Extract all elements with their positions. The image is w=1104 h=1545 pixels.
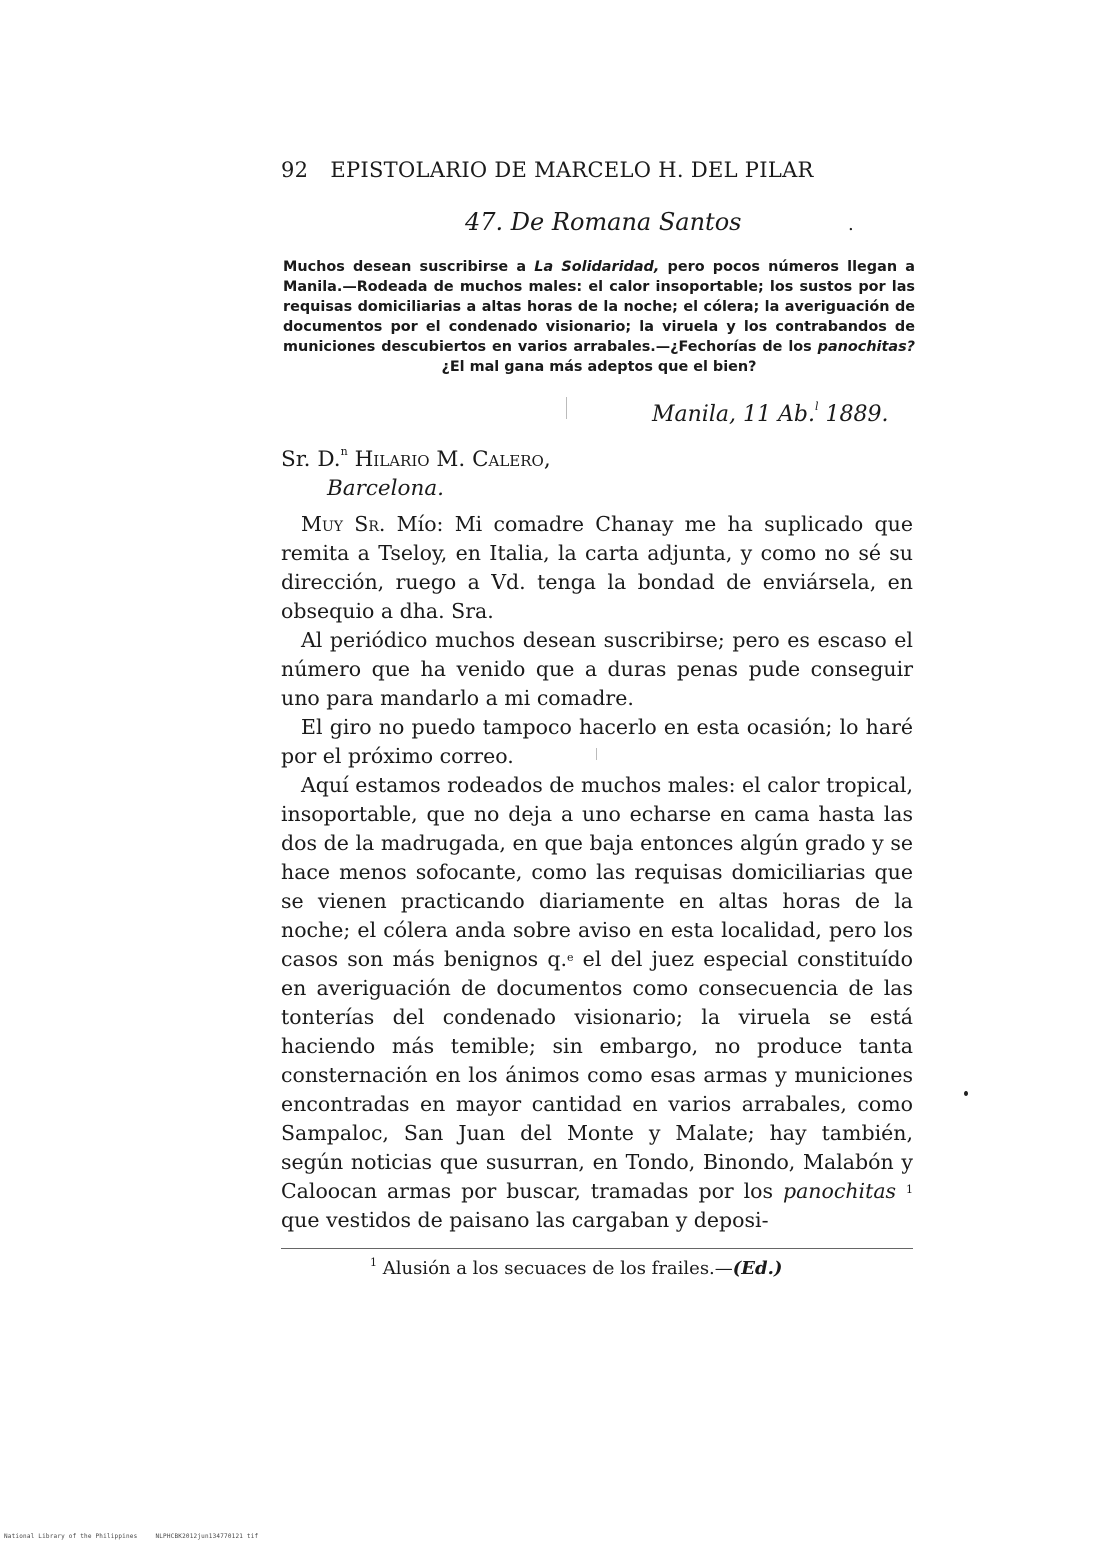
footnote-text: Alusión a los secuaces de los frailes.— — [377, 1258, 733, 1279]
recipient-superscript: n — [340, 445, 348, 458]
running-head — [281, 158, 841, 182]
dateline-superscript: l — [814, 400, 819, 413]
footnote-rule — [281, 1248, 913, 1249]
footnote-marker: 1 — [370, 1256, 377, 1269]
recipient-city: Barcelona. — [327, 476, 444, 501]
summary-part: Muchos desean suscribirse a — [283, 259, 535, 275]
scan-speck — [964, 1091, 968, 1096]
abbrev-superscript: e — [566, 951, 574, 964]
paragraph-text: Mío: Mi comadre Chanay me ha suplicado que remita a Tseloy, en Italia, la carta adjunta, y como no sé su dirección, ruego a Vd. tenga la bondad de enviársela, en obsequio a dha. Sra. — [281, 512, 913, 623]
recipient — [281, 447, 551, 472]
scan-file-id: NLPHCBK2012jun134770121 tif — [155, 1533, 259, 1540]
letter-title: 47. De Romana Santos — [465, 208, 742, 236]
paragraph-text: Aquí estamos rodeados de muchos males: el calor tropical, insoportable, que no deja a uno echarse en cama hasta las dos de la madrugada, en que baja entonces algún grado y se hace menos sofocante, como las requisas domiciliarias que se vienen practicando diariamente en altas horas de la noche; el cólera anda sobre aviso en esta localidad, pero los casos son más benignos q. — [281, 773, 913, 971]
paragraph — [281, 510, 913, 626]
dateline — [652, 402, 888, 427]
summary-part: ¿El mal gana más adeptos que el bien? — [441, 359, 757, 375]
dateline-place-date: Manila, 11 Ab. — [652, 402, 815, 427]
stray-mark: . — [848, 214, 854, 235]
letter-summary — [283, 257, 915, 377]
footnote — [370, 1258, 782, 1279]
paragraph — [281, 771, 913, 1235]
scan-footer — [4, 1533, 258, 1540]
summary-part: pero pocos números llegan a Manila.—Rodeada de muchos males: el calor insoportable; los sustos por las requisas domiciliarias a altas horas de la noche; el cólera; la averiguación de documentos por el condenado visionario; la viruela y los contrabandos de municiones descubiertos en varios arrabales.—¿Fechorías de los — [283, 259, 915, 355]
letter-body — [281, 510, 913, 1235]
book-title: EPISTOLARIO DE MARCELO H. DEL PILAR — [330, 158, 814, 182]
footnote-ref: 1 — [906, 1183, 913, 1196]
paragraph-term: panochitas — [782, 1179, 897, 1203]
paragraph-text: que vestidos de paisano las cargaban y deposi- — [281, 1208, 769, 1232]
scan-speck — [596, 748, 597, 760]
scan-source: National Library of the Philippines — [4, 1533, 138, 1540]
paragraph: El giro no puedo tampoco hacerlo en esta ocasión; lo haré por el próximo correo. — [281, 715, 913, 768]
dateline-year: 1889. — [818, 402, 889, 427]
scan-speck — [566, 397, 567, 419]
opening-salutation: Muy Sr. — [301, 512, 386, 536]
paragraph-text: el del juez especial constituído en averiguación de documentos como consecuencia de las tonterías del condenado visionario; la viruela se está haciendo más temible; sin embargo, no produce tanta consternación en los ánimos como esas armas y municiones encontradas en mayor cantidad en varios arrabales, como Sampaloc, San Juan del Monte y Malate; hay también, según noticias que susurran, en Tondo, Binondo, Malabón y Caloocan armas por buscar, tramadas por los — [281, 947, 913, 1203]
page-number: 92 — [281, 158, 309, 182]
paragraph: Al periódico muchos desean suscribirse; pero es escaso el número que ha venido que a duras penas pude conseguir uno para mandarlo a mi comadre. — [281, 628, 913, 710]
summary-term: panochitas? — [817, 339, 915, 355]
recipient-name: Hilario M. Calero, — [354, 447, 551, 472]
footnote-editor-note: (Ed.) — [732, 1258, 783, 1279]
summary-periodical: La Solidaridad, — [534, 259, 660, 275]
recipient-salutation: Sr. D. — [281, 447, 341, 472]
